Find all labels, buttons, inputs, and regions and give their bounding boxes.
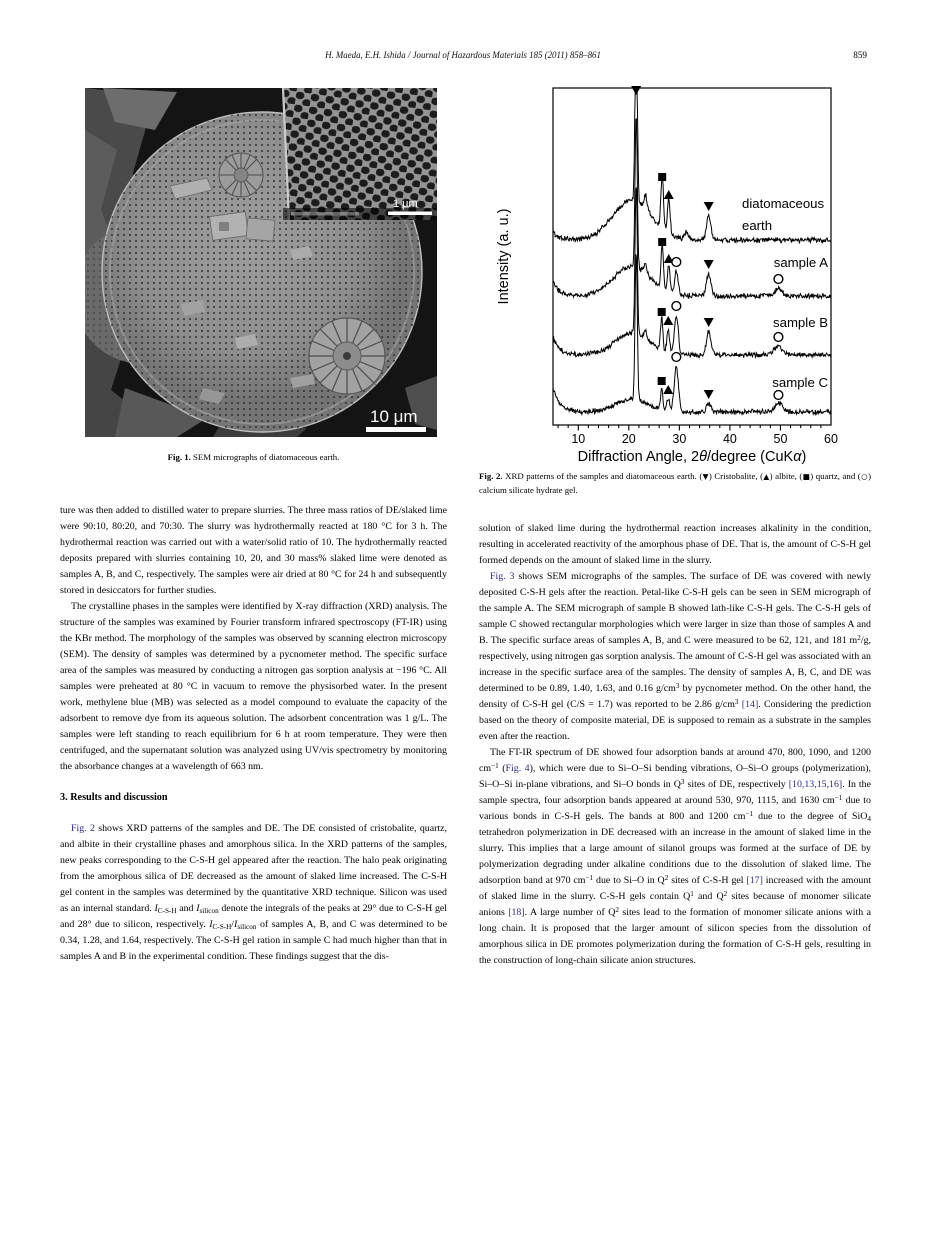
albite-marker — [663, 385, 673, 394]
x-tick-label: 20 — [621, 432, 636, 446]
x-tick-label: 40 — [722, 432, 737, 446]
small-rosette-diatom — [219, 153, 263, 197]
figure2-xrd-chart — [488, 81, 880, 469]
quartz-marker — [658, 238, 666, 246]
inset-scale-bar — [388, 212, 432, 216]
csh-gel-marker — [672, 258, 681, 267]
y-axis-title: Intensity (a. u.) — [496, 208, 512, 305]
citation-link[interactable]: [18] — [508, 907, 525, 918]
main-scale-label: 10 μm — [370, 407, 418, 426]
page-number: 859 — [853, 50, 867, 60]
main-scale-bar — [366, 427, 426, 432]
cristobalite-marker — [704, 318, 714, 327]
citation-link[interactable]: [10,13,15,16] — [788, 779, 843, 790]
paragraph: solution of slaked lime during the hydrothermal reaction increases alkalinity in the condition, resulting in accelerated reactivity of the amorphous phase of DE. That is, the amount of C-S-H gel formed depends on the amount of slaked lime in the slurry. — [479, 523, 871, 566]
left-column — [60, 503, 447, 965]
albite-marker — [663, 316, 673, 325]
section-heading: 3. Results and discussion — [60, 792, 168, 803]
quartz-marker — [658, 377, 666, 385]
csh-gel-marker — [774, 275, 783, 284]
citation-link[interactable]: Fig. 4 — [505, 763, 530, 774]
x-tick-label: 60 — [824, 432, 838, 446]
figure1-sem-image — [85, 88, 437, 437]
inset-metadata-strip — [291, 212, 359, 216]
quartz-marker — [658, 173, 666, 181]
cristobalite-marker — [704, 390, 714, 399]
x-tick-label: 30 — [672, 432, 687, 446]
cristobalite-marker — [704, 260, 714, 269]
albite-marker — [664, 190, 674, 199]
series-label: sample B — [773, 315, 828, 330]
paragraph: The FT-IR spectrum of DE showed four adsorption bands at around 470, 800, 1090, and 1200 $cm^{-1}$ (Fig. 4), which were due to Si–O–Si bending vibrations, O–Si–O groups (polymerization), Si–O–Si in-plane vibrations, and Si–O bonds in $Q^3$ sites of DE, respectively [10,13,15,16]. In the sample spectra, four adsorption bands appeared at around 530, 970, 1115, and 1630 $cm^{-1}$ due to various bonds in C-S-H gels. The bands at 800 and 1200 $cm^{-1}$ due to the degree of SiO$_4$ tetrahedron polymerization in DE decreased with an increase in the amount of slaked lime in the slurry. This implies that a large amount of silanol groups was formed at the surface of DE by polymerization degrading under alkaline conditions due to the dissolution of slaked lime. The adsorption band at 970 $cm^{-1}$ due to Si–O in $Q^2$ sites of C-S-H gel [17] increased with the amount of slaked lime in the slurry. C-S-H gels contain $Q^1$ and $Q^2$ sites because of monomer silicate anions [18]. A large number of $Q^2$ sites lead to the formation of monomer silicate anions with a long chain. It is proposed that the larger amount of silicon species from the dissolution of amorphous silica in DE promotes polymerization during the formation of C-S-H gels, resulting in the construction of long-chain silicate anion structures. — [479, 747, 872, 966]
series-label: earth — [742, 218, 773, 233]
citation-link[interactable]: [14] — [741, 699, 759, 710]
journal-citation: H. Maeda, E.H. Ishida / Journal of Hazardous Materials 185 (2011) 858–861 — [325, 50, 601, 60]
csh-gel-marker — [774, 333, 783, 342]
csh-gel-marker — [774, 391, 783, 400]
inset-scale-label: 1 μm — [393, 198, 418, 210]
sem-inset — [283, 88, 437, 220]
paragraph: ture was then added to distilled water to prepare slurries. The three mass ratios of DE/slaked lime were 90:10, 80:20, and 70:30. The slurry was hydrothermally reacted at 180 °C for 3 h. The hydrothermal reaction was carried out with a water/solid ratio of 10. The hydrothermally reacted deposits prepared with slurries containing 10, 20, and 30 mass% slaked lime were denoted as samples A, B, and C, respectively. The samples were air dried at 80 °C for 24 h and subsequently stored in desiccators for further studies. — [60, 505, 447, 596]
figure1-caption: Fig. 1. SEM micrographs of diatomaceous earth. — [167, 452, 340, 462]
cristobalite-marker — [704, 202, 714, 211]
quartz-marker — [658, 308, 666, 316]
xrd-plot — [488, 81, 880, 469]
citation-link[interactable]: Fig. 2 — [71, 823, 95, 834]
series-label: sample A — [773, 255, 828, 270]
sem-micrograph — [85, 88, 437, 437]
csh-gel-marker — [672, 302, 681, 311]
citation-link[interactable]: Fig. 3 — [490, 571, 515, 582]
figure2-caption: Fig. 2. XRD patterns of the samples and diatomaceous earth. (▼) Cristobalite, (▲) albite, (■) quartz, and (○) calcium silicate hydrate gel. — [479, 471, 872, 495]
paragraph: The crystalline phases in the samples were identified by X-ray diffraction (XRD) analysis. The structure of the samples was examined by Fourier transform infrared spectroscopy (FT-IR) using the KBr method. The morphology of the samples was observed by scanning electron microscopy (SEM). The density of samples was determined by a pycnometer method. The specific surface area of the samples was measured by conducting a nitrogen gas sorption analysis at −196 °C. All samples were preheated at 80 °C in vacuum to remove the physisorbed water. In the present work, methylene blue (MB) was selected as a model compound to evaluate the capacity of the adsorbent to remove dye from its aqueous solution. The adsorbent concentration was 1 g/L. The samples were left standing to reach equilibrium for 6 h at room temperature. They were then centrifuged, and the supernatant solution was analyzed using UV/vis spectrometry by monitoring the absorbance changes at a wavelength of 663 nm. — [60, 601, 447, 772]
x-axis-title: Diffraction Angle, 2θ/degree (CuKα) — [577, 449, 807, 465]
series-label: sample C — [772, 375, 828, 390]
series-label: diatomaceous — [742, 196, 825, 211]
citation-link[interactable]: [17] — [746, 875, 763, 886]
x-tick-label: 50 — [773, 432, 788, 446]
running-head — [60, 50, 866, 60]
large-rosette-diatom — [309, 318, 385, 394]
csh-gel-marker — [672, 353, 681, 362]
paragraph: Fig. 2 shows XRD patterns of the samples and DE. The DE consisted of cristobalite, quartz, and albite in their crystalline phases and amorphous silica. In the XRD patterns of the samples, new peaks corresponding to the C-S-H gel appeared after the reaction. The halo peak originating from the amorphous silica of DE decreased as the amount of slaked lime increased. The C-S-H gel content in the samples was determined by the quantitative XRD technique. Silicon was used as an internal standard. $I_{C-S-H}$ and $I_{silicon}$ denote the integrals of the peaks at 29° due to C-S-H gel and 28° due to silicon, respectively. $I_{C-S-H}/I_{silicon}$ of samples A, B, and C was determined to be 0.34, 1.28, and 1.64, respectively. The C-S-H gel ration in sample C had much higher than that in samples A and B in the experimental condition. These findings suggest that the dis- — [60, 823, 448, 962]
right-column — [479, 521, 871, 969]
xrd-trace-sample-C — [553, 254, 831, 414]
paragraph: Fig. 3 shows SEM micrographs of the samples. The surface of DE was covered with newly deposited C-S-H gels after the reaction. Petal-like C-S-H gels can be seen in SEM micrograph of the sample A. The SEM micrograph of sample B showed lath-like C-S-H gels. The C-S-H gels of sample C showed rectangular morphologies which were larger in size than those of samples A and B. The specific surface areas of samples A, B, and C were measured to be 62, 121, and 181 $m^2/g$, respectively, using nitrogen gas sorption analysis. The amount of C-S-H gel was associated with an increase in the specific surface area of the samples. The density of samples A, B, C, and DE was determined to be 0.89, 1.40, 1.63, and 0.16 $g/cm^3$ by pycnometer method. On the other hand, the density of C-S-H gel (C/S = 1.7) was reported to be 2.86 $g/cm^3$ [14]. Considering the prediction based on the theory of composite material, DE is supposed to remain as a substrate in the samples even after the reaction. — [479, 571, 872, 742]
x-tick-label: 10 — [571, 432, 586, 446]
cristobalite-marker — [631, 86, 641, 95]
xrd-trace-diatomaceous-earth — [553, 89, 831, 243]
xrd-trace-sample-B — [553, 188, 831, 358]
